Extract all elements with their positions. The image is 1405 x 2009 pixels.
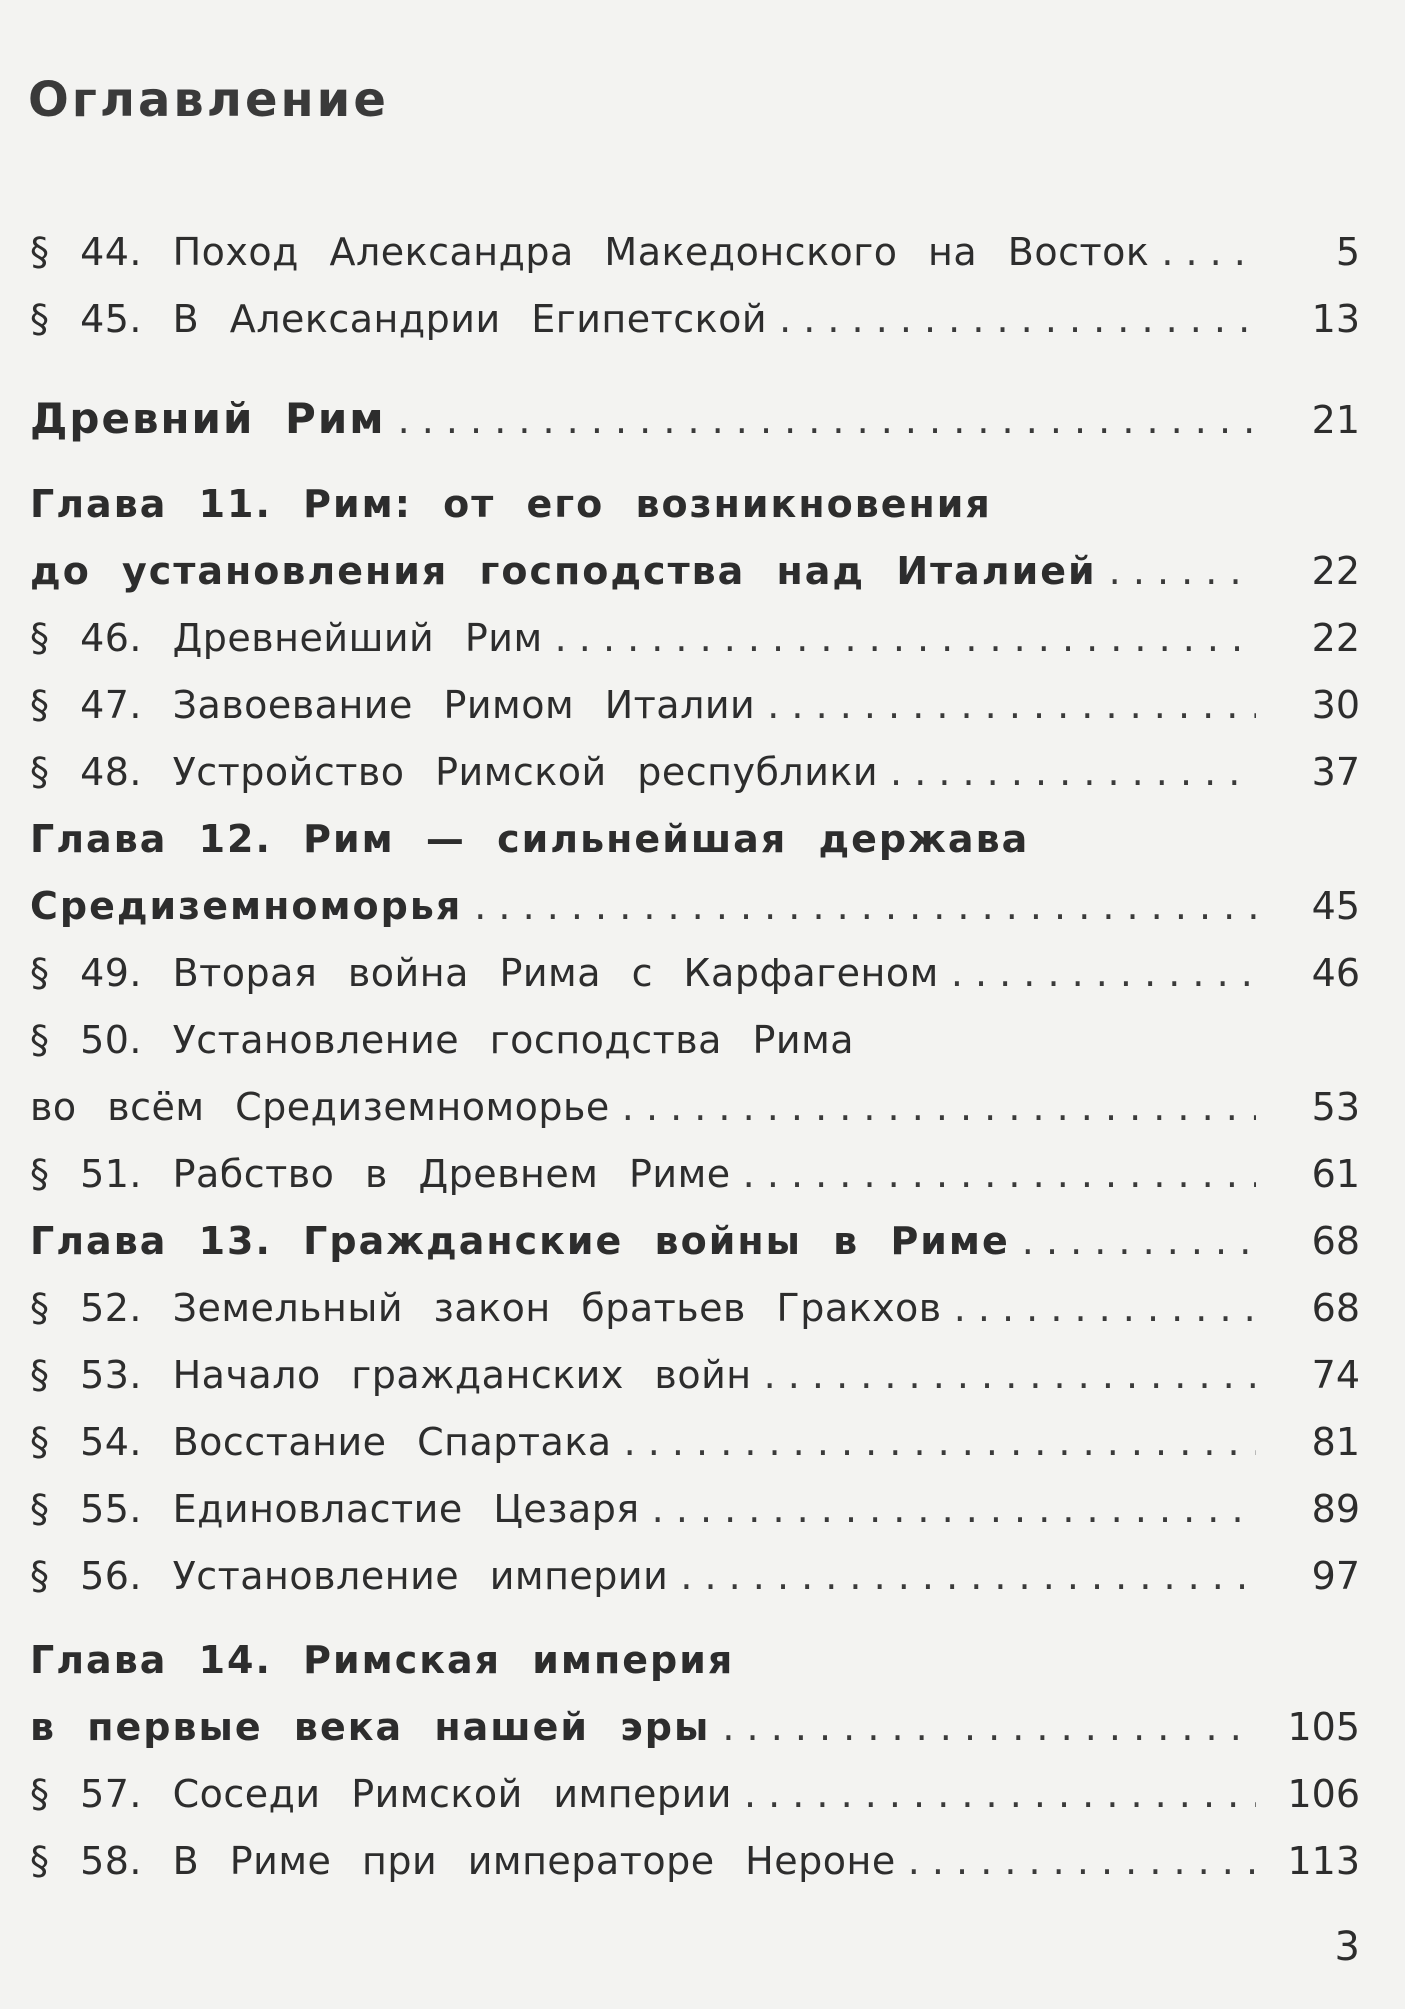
toc-entry-page: 21 — [1311, 398, 1360, 442]
dot-leader — [624, 1420, 1256, 1464]
toc-entry — [30, 683, 1360, 743]
toc-entry-page: 68 — [1311, 1286, 1360, 1330]
toc-entry-title: Древний Рим — [30, 394, 386, 443]
toc-entry — [30, 1554, 1360, 1614]
toc-entry-title: § 49. Вторая война Рима с Карфагеном — [30, 951, 939, 995]
toc-chapter-heading — [30, 884, 1360, 944]
toc-entry — [30, 297, 1360, 357]
toc-chapter-heading — [30, 1638, 1360, 1698]
toc-entry — [30, 1018, 1360, 1078]
page-number: 3 — [1334, 1924, 1360, 1970]
toc-entry-page: 74 — [1311, 1353, 1360, 1397]
toc-chapter-heading — [30, 1219, 1360, 1279]
dot-leader — [779, 297, 1256, 341]
toc-entry-title: § 45. В Александрии Египетской — [30, 297, 768, 341]
dot-leader — [555, 616, 1256, 660]
toc-entry-page: 97 — [1311, 1554, 1360, 1598]
toc-entry-title: Глава 12. Рим — сильнейшая держава — [30, 817, 1030, 861]
toc-chapter-heading — [30, 482, 1360, 542]
toc-entry-title: § 52. Земельный закон братьев Гракхов — [30, 1286, 942, 1330]
toc-chapter-heading — [30, 1705, 1360, 1765]
toc-entry — [30, 1353, 1360, 1413]
dot-leader — [474, 884, 1256, 928]
toc-entry-title: § 47. Завоевание Римом Италии — [30, 683, 756, 727]
toc-entry-page: 106 — [1287, 1772, 1360, 1816]
toc-entry-title: до установления господства над Италией — [30, 549, 1097, 593]
toc-entry-title: § 48. Устройство Римской республики — [30, 750, 879, 794]
dot-leader — [744, 1772, 1256, 1816]
toc-chapter-heading — [30, 817, 1360, 877]
toc-part-heading — [30, 394, 1360, 454]
dot-leader — [398, 398, 1256, 442]
toc-chapter-heading — [30, 549, 1360, 609]
toc-entry-page: 30 — [1311, 683, 1360, 727]
toc-entry-page: 113 — [1287, 1839, 1360, 1883]
toc-entry-title: во всём Средиземноморье — [30, 1085, 610, 1129]
dot-leader — [622, 1085, 1256, 1129]
toc-entry — [30, 1152, 1360, 1212]
toc-entry-title: Глава 11. Рим: от его возникновения — [30, 482, 992, 526]
dot-leader — [764, 1353, 1256, 1397]
toc-entry-page: 22 — [1311, 616, 1360, 660]
toc-entry-title: Средиземноморья — [30, 884, 463, 928]
dot-leader — [767, 683, 1256, 727]
toc-entry — [30, 230, 1360, 290]
dot-leader — [908, 1839, 1256, 1883]
toc-entry-title: § 58. В Риме при императоре Нероне — [30, 1839, 896, 1883]
toc-entry-page: 45 — [1311, 884, 1360, 928]
toc-entry-title: § 54. Восстание Спартака — [30, 1420, 612, 1464]
toc-entry — [30, 1420, 1360, 1480]
toc-entry-page: 68 — [1311, 1219, 1360, 1263]
toc-entry-page: 22 — [1311, 549, 1360, 593]
dot-leader — [890, 750, 1256, 794]
toc-entry-page: 105 — [1287, 1705, 1360, 1749]
dot-leader — [652, 1487, 1256, 1531]
toc-entry-title: § 56. Установление империи — [30, 1554, 669, 1598]
toc-entry-title: в первые века нашей эры — [30, 1705, 711, 1749]
dot-leader — [954, 1286, 1256, 1330]
dot-leader — [1109, 549, 1256, 593]
toc-entry-page: 61 — [1311, 1152, 1360, 1196]
dot-leader — [1022, 1219, 1256, 1263]
toc-entry-title: § 55. Единовластие Цезаря — [30, 1487, 640, 1531]
toc-entry — [30, 1772, 1360, 1832]
toc-entry-page: 37 — [1311, 750, 1360, 794]
toc-entry-page: 46 — [1311, 951, 1360, 995]
toc-entry-page: 53 — [1311, 1085, 1360, 1129]
dot-leader — [743, 1152, 1256, 1196]
dot-leader — [1161, 230, 1256, 274]
dot-leader — [722, 1705, 1256, 1749]
toc-entry — [30, 951, 1360, 1011]
toc-entry-title: § 51. Рабство в Древнем Риме — [30, 1152, 731, 1196]
toc-entry-title: § 46. Древнейший Рим — [30, 616, 543, 660]
toc-entry-title: § 50. Установление господства Рима — [30, 1018, 855, 1062]
page-title: Оглавление — [28, 72, 389, 128]
toc-entry-title: Глава 13. Гражданские войны в Риме — [30, 1219, 1010, 1263]
toc-entry-page: 81 — [1311, 1420, 1360, 1464]
toc-entry-page: 13 — [1311, 297, 1360, 341]
toc-entry-title: Глава 14. Римская империя — [30, 1638, 735, 1682]
toc-entry — [30, 1085, 1360, 1145]
toc-entry-title: § 53. Начало гражданских войн — [30, 1353, 752, 1397]
toc-entry-title: § 44. Поход Александра Македонского на Восток — [30, 230, 1150, 274]
toc-entry-page: 89 — [1311, 1487, 1360, 1531]
toc-entry — [30, 1839, 1360, 1899]
toc-entry — [30, 616, 1360, 676]
toc-entry — [30, 1487, 1360, 1547]
dot-leader — [680, 1554, 1256, 1598]
toc-entry-title: § 57. Соседи Римской империи — [30, 1772, 732, 1816]
dot-leader — [951, 951, 1256, 995]
toc-entry — [30, 750, 1360, 810]
toc-entry — [30, 1286, 1360, 1346]
toc-entry-page: 5 — [1335, 230, 1360, 274]
